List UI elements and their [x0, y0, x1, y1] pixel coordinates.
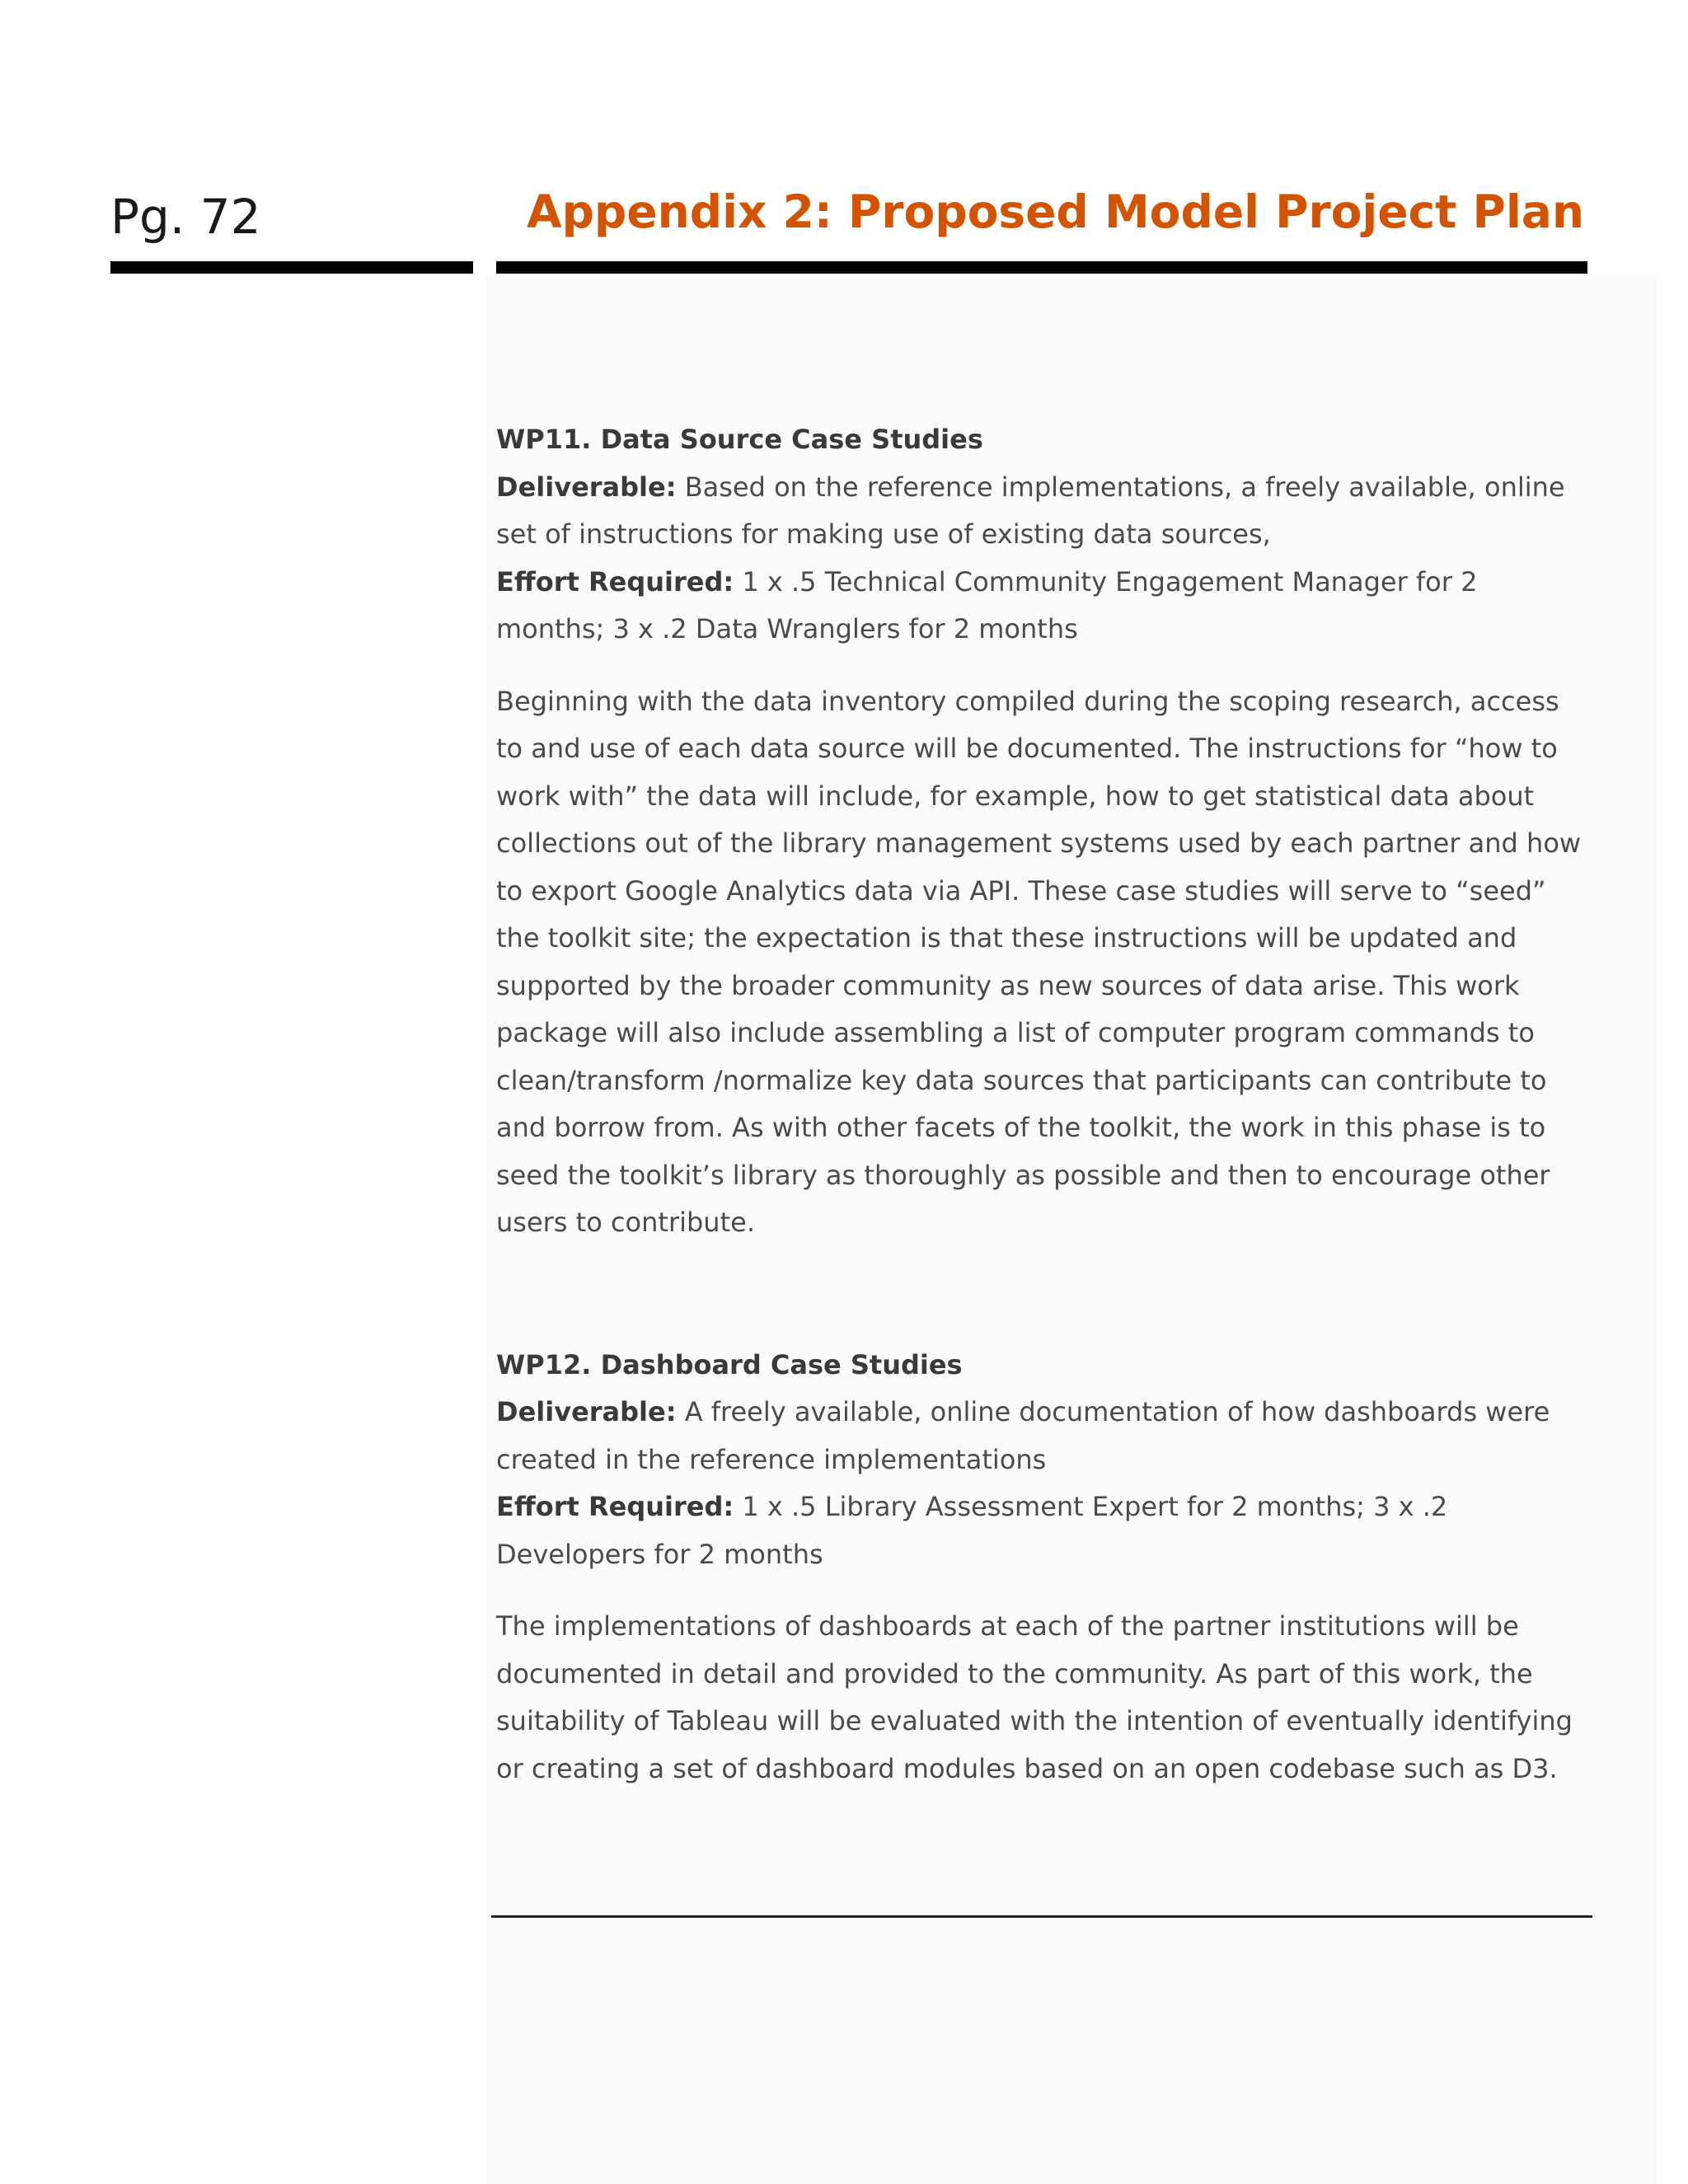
- section-body: Beginning with the data inventory compiled during the scoping research, access to and use of each data source will be documented. The instructions for “how to work with” the data will include, for example, how to get statistical data about collections out of the library management systems used by each partner and how to export Google Analytics data via API. These case studies will serve to “seed” the toolkit site; the expectation is that these instructions will be updated and supported by the broader community as new sources of data arise. This work package will also include assembling a list of computer program commands to clean/transform /normalize key data sources that participants can contribute to and borrow from. As with other facets of the toolkit, the work in this phase is to seed the toolkit’s library as thoroughly as possible and then to encourage other users to contribute.: [496, 685, 1582, 1238]
- effort-text: 1 x .5 Technical Community Engagement Manager for 2 months; 3 x .2 Data Wranglers for 2 months: [496, 565, 1478, 644]
- deliverable-text: Based on the reference implementations, a freely available, online set of instructions for making use of existing data sources,: [496, 471, 1565, 550]
- effort-label: Effort Required:: [496, 1491, 734, 1522]
- effort-line: [496, 559, 1592, 654]
- deliverable-label: Deliverable:: [496, 1396, 677, 1427]
- main-content: [496, 416, 1592, 1793]
- effort-line: [496, 1483, 1592, 1578]
- header-rule-right: [496, 261, 1587, 274]
- work-package-wp12: [496, 1342, 1592, 1793]
- effort-text: 1 x .5 Library Assessment Expert for 2 months; 3 x .2 Developers for 2 months: [496, 1491, 1448, 1570]
- header-rule-left: [110, 261, 473, 274]
- effort-label: Effort Required:: [496, 565, 734, 598]
- work-package-title: WP12. Dashboard Case Studies: [496, 1348, 963, 1380]
- deliverable-label: Deliverable:: [496, 471, 677, 503]
- section-body: The implementations of dashboards at each of the partner institutions will be documented in detail and provided to the community. As part of this work, the suitability of Tableau will be evaluated with the intention of eventually identifying or creating a set of dashboard modules based on an open codebase such as D3.: [496, 1610, 1573, 1784]
- footer-rule: [491, 1915, 1592, 1918]
- work-package-title: WP11. Data Source Case Studies: [496, 424, 983, 455]
- deliverable-text: A freely available, online documentation of how dashboards were created in the reference implementations: [496, 1396, 1550, 1475]
- page-title: Appendix 2: Proposed Model Project Plan: [527, 185, 1584, 238]
- page-number: Pg. 72: [110, 189, 261, 245]
- deliverable-line: [496, 464, 1592, 559]
- work-package-wp11: [496, 416, 1592, 1247]
- deliverable-line: [496, 1389, 1592, 1483]
